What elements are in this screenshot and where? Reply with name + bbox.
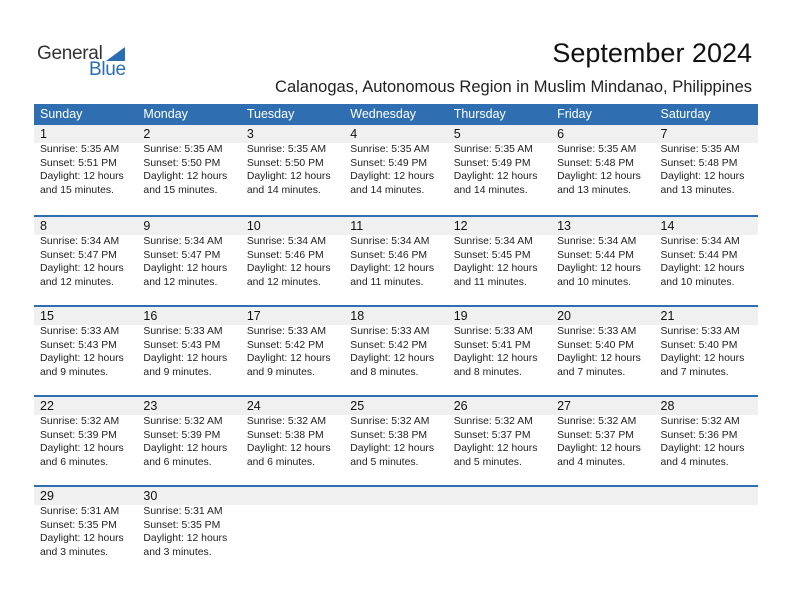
daylight-minutes-text: and 10 minutes. bbox=[557, 276, 632, 288]
sunset-text: Sunset: 5:35 PM bbox=[143, 519, 221, 531]
sunset-text: Sunset: 5:40 PM bbox=[557, 339, 634, 351]
day-cell bbox=[448, 125, 551, 197]
weekday-header bbox=[34, 104, 758, 125]
sunrise-text: Sunrise: 5:32 AM bbox=[143, 416, 223, 427]
day-cell bbox=[34, 397, 137, 469]
sunset-text: Sunset: 5:43 PM bbox=[143, 339, 221, 351]
sunrise-text: Sunrise: 5:34 AM bbox=[453, 236, 533, 247]
day-number: 30 bbox=[143, 489, 158, 503]
day-number: 3 bbox=[246, 127, 254, 141]
sunrise-text: Sunrise: 5:35 AM bbox=[143, 144, 223, 155]
daylight-text: Daylight: 12 hours bbox=[143, 443, 228, 454]
week-cells bbox=[34, 397, 758, 469]
page-title: September 2024 bbox=[552, 38, 752, 68]
daylight-minutes-text: and 12 minutes. bbox=[246, 276, 321, 288]
sunrise-text: Sunrise: 5:35 AM bbox=[40, 144, 120, 155]
daylight-minutes-text: and 7 minutes. bbox=[557, 366, 626, 378]
sunrise-text: Sunrise: 5:34 AM bbox=[143, 236, 223, 247]
sunset-text: Sunset: 5:38 PM bbox=[350, 429, 428, 441]
daylight-minutes-text: and 6 minutes. bbox=[143, 456, 212, 468]
daylight-minutes-text: and 3 minutes. bbox=[40, 546, 109, 558]
sunrise-text: Sunrise: 5:33 AM bbox=[660, 326, 740, 337]
daylight-minutes-text: and 3 minutes. bbox=[143, 546, 212, 558]
sunrise-text: Sunrise: 5:32 AM bbox=[557, 416, 637, 427]
day-cell bbox=[34, 307, 137, 379]
day-cell bbox=[137, 125, 240, 197]
daylight-minutes-text: and 10 minutes. bbox=[660, 276, 735, 288]
daylight-text: Daylight: 12 hours bbox=[143, 171, 228, 182]
daylight-text: Daylight: 12 hours bbox=[453, 263, 538, 274]
sunset-text: Sunset: 5:40 PM bbox=[660, 339, 738, 351]
day-number: 12 bbox=[453, 219, 468, 233]
daylight-minutes-text: and 8 minutes. bbox=[453, 366, 522, 378]
day-cell bbox=[655, 307, 758, 379]
general-blue-logo bbox=[37, 43, 137, 79]
day-number: 14 bbox=[660, 219, 675, 233]
day-number: 15 bbox=[40, 309, 54, 323]
day-number: 22 bbox=[40, 399, 54, 413]
weekday-saturday: Saturday bbox=[660, 107, 711, 121]
daylight-text: Daylight: 12 hours bbox=[246, 443, 331, 454]
week-cells bbox=[34, 307, 758, 379]
day-number: 8 bbox=[40, 219, 47, 233]
day-number: 25 bbox=[350, 399, 365, 413]
day-cell bbox=[34, 125, 137, 197]
day-number: 4 bbox=[350, 127, 358, 141]
daylight-minutes-text: and 6 minutes. bbox=[246, 456, 316, 468]
sunset-text: Sunset: 5:46 PM bbox=[350, 249, 428, 261]
day-number: 29 bbox=[40, 489, 54, 503]
daylight-text: Daylight: 12 hours bbox=[453, 171, 538, 182]
daylight-minutes-text: and 5 minutes. bbox=[350, 456, 419, 468]
weekday-wednesday: Wednesday bbox=[350, 107, 417, 121]
daylight-minutes-text: and 14 minutes. bbox=[453, 184, 528, 196]
day-cell bbox=[655, 397, 758, 469]
sunrise-text: Sunrise: 5:35 AM bbox=[350, 144, 430, 155]
day-cell bbox=[655, 217, 758, 289]
week-row bbox=[34, 125, 758, 215]
daylight-text: Daylight: 12 hours bbox=[143, 533, 228, 544]
sunset-text: Sunset: 5:47 PM bbox=[143, 249, 221, 261]
sunrise-text: Sunrise: 5:32 AM bbox=[660, 416, 740, 427]
daylight-minutes-text: and 9 minutes. bbox=[143, 366, 212, 378]
day-number: 23 bbox=[143, 399, 158, 413]
sunrise-text: Sunrise: 5:33 AM bbox=[453, 326, 533, 337]
sunrise-text: Sunrise: 5:34 AM bbox=[40, 236, 120, 247]
daylight-text: Daylight: 12 hours bbox=[246, 353, 331, 364]
daylight-text: Daylight: 12 hours bbox=[660, 171, 745, 182]
sunset-text: Sunset: 5:39 PM bbox=[40, 429, 117, 441]
day-cell bbox=[551, 397, 654, 469]
daylight-text: Daylight: 12 hours bbox=[143, 353, 228, 364]
logo-word-blue: Blue bbox=[89, 59, 126, 80]
sunrise-text: Sunrise: 5:35 AM bbox=[453, 144, 533, 155]
day-number: 13 bbox=[557, 219, 572, 233]
sunset-text: Sunset: 5:42 PM bbox=[350, 339, 428, 351]
empty-day-cell bbox=[448, 487, 551, 559]
sunset-text: Sunset: 5:46 PM bbox=[246, 249, 324, 261]
week-row bbox=[34, 485, 758, 575]
sunset-text: Sunset: 5:50 PM bbox=[246, 157, 324, 169]
weekday-friday: Friday bbox=[557, 107, 592, 121]
daylight-text: Daylight: 12 hours bbox=[660, 443, 745, 454]
location-subtitle: Calanogas, Autonomous Region in Muslim Mindanao, Philippines bbox=[275, 78, 752, 96]
daylight-minutes-text: and 13 minutes. bbox=[557, 184, 632, 196]
sunrise-text: Sunrise: 5:31 AM bbox=[143, 506, 223, 517]
week-row bbox=[34, 395, 758, 485]
daylight-minutes-text: and 14 minutes. bbox=[350, 184, 425, 196]
logo-word-general: General bbox=[37, 43, 103, 64]
sunrise-text: Sunrise: 5:34 AM bbox=[350, 236, 430, 247]
day-number: 5 bbox=[453, 127, 461, 141]
day-cell bbox=[137, 217, 240, 289]
day-cell bbox=[34, 217, 137, 289]
weekday-monday: Monday bbox=[143, 107, 188, 121]
sunset-text: Sunset: 5:41 PM bbox=[453, 339, 531, 351]
day-number: 16 bbox=[143, 309, 158, 323]
week-row bbox=[34, 305, 758, 395]
sunset-text: Sunset: 5:49 PM bbox=[350, 157, 428, 169]
day-cell bbox=[655, 125, 758, 197]
day-cell bbox=[551, 125, 654, 197]
day-cell bbox=[551, 307, 654, 379]
sunset-text: Sunset: 5:36 PM bbox=[660, 429, 738, 441]
daylight-text: Daylight: 12 hours bbox=[246, 263, 331, 274]
sunset-text: Sunset: 5:51 PM bbox=[40, 157, 117, 169]
day-number: 6 bbox=[557, 127, 565, 141]
daylight-minutes-text: and 11 minutes. bbox=[350, 276, 424, 288]
empty-day-cell bbox=[551, 487, 654, 559]
daylight-text: Daylight: 12 hours bbox=[40, 533, 124, 544]
sunrise-text: Sunrise: 5:35 AM bbox=[246, 144, 326, 155]
day-number: 10 bbox=[246, 219, 261, 233]
day-cell bbox=[448, 217, 551, 289]
daylight-minutes-text: and 5 minutes. bbox=[453, 456, 522, 468]
daylight-minutes-text: and 4 minutes. bbox=[660, 456, 729, 468]
daylight-text: Daylight: 12 hours bbox=[40, 443, 124, 454]
daylight-minutes-text: and 9 minutes. bbox=[246, 366, 316, 378]
day-number: 21 bbox=[660, 309, 675, 323]
daylight-minutes-text: and 6 minutes. bbox=[40, 456, 109, 468]
day-number: 20 bbox=[557, 309, 572, 323]
daylight-minutes-text: and 13 minutes. bbox=[660, 184, 735, 196]
sunrise-text: Sunrise: 5:33 AM bbox=[350, 326, 430, 337]
empty-day-cell bbox=[344, 487, 447, 559]
sunrise-text: Sunrise: 5:33 AM bbox=[143, 326, 223, 337]
sunset-text: Sunset: 5:44 PM bbox=[660, 249, 738, 261]
daylight-text: Daylight: 12 hours bbox=[350, 353, 435, 364]
weekday-sunday: Sunday bbox=[40, 107, 83, 121]
day-number: 27 bbox=[557, 399, 572, 413]
daylight-text: Daylight: 12 hours bbox=[246, 171, 331, 182]
sunset-text: Sunset: 5:43 PM bbox=[40, 339, 117, 351]
day-number: 2 bbox=[143, 127, 151, 141]
day-cell bbox=[34, 487, 137, 559]
daylight-minutes-text: and 15 minutes. bbox=[143, 184, 218, 196]
day-number: 1 bbox=[40, 127, 47, 141]
day-number: 9 bbox=[143, 219, 151, 233]
sunset-text: Sunset: 5:49 PM bbox=[453, 157, 531, 169]
sunrise-text: Sunrise: 5:32 AM bbox=[453, 416, 533, 427]
week-row bbox=[34, 215, 758, 305]
sunrise-text: Sunrise: 5:32 AM bbox=[350, 416, 430, 427]
daylight-minutes-text: and 15 minutes. bbox=[40, 184, 114, 196]
day-cell bbox=[241, 217, 344, 289]
day-cell bbox=[137, 397, 240, 469]
sunrise-text: Sunrise: 5:34 AM bbox=[660, 236, 740, 247]
sunset-text: Sunset: 5:37 PM bbox=[453, 429, 531, 441]
day-number: 24 bbox=[246, 399, 261, 413]
day-number: 19 bbox=[453, 309, 468, 323]
sunset-text: Sunset: 5:50 PM bbox=[143, 157, 221, 169]
weekday-tuesday: Tuesday bbox=[246, 107, 295, 121]
calendar-grid bbox=[34, 104, 758, 575]
daylight-minutes-text: and 8 minutes. bbox=[350, 366, 419, 378]
sunset-text: Sunset: 5:37 PM bbox=[557, 429, 634, 441]
weeks-container bbox=[34, 125, 758, 575]
sunset-text: Sunset: 5:48 PM bbox=[660, 157, 738, 169]
daylight-text: Daylight: 12 hours bbox=[660, 353, 745, 364]
day-number: 7 bbox=[660, 127, 668, 141]
sunrise-text: Sunrise: 5:35 AM bbox=[660, 144, 740, 155]
daylight-minutes-text: and 4 minutes. bbox=[557, 456, 626, 468]
daylight-minutes-text: and 14 minutes. bbox=[246, 184, 321, 196]
sunset-text: Sunset: 5:35 PM bbox=[40, 519, 117, 531]
sunrise-text: Sunrise: 5:34 AM bbox=[557, 236, 637, 247]
sunset-text: Sunset: 5:48 PM bbox=[557, 157, 634, 169]
day-cell bbox=[448, 397, 551, 469]
daylight-text: Daylight: 12 hours bbox=[350, 263, 435, 274]
day-number: 28 bbox=[660, 399, 675, 413]
day-cell bbox=[551, 217, 654, 289]
day-cell bbox=[241, 125, 344, 197]
day-cell bbox=[241, 307, 344, 379]
daylight-text: Daylight: 12 hours bbox=[557, 171, 641, 182]
daylight-minutes-text: and 11 minutes. bbox=[453, 276, 527, 288]
sunrise-text: Sunrise: 5:34 AM bbox=[246, 236, 326, 247]
daylight-text: Daylight: 12 hours bbox=[40, 263, 124, 274]
sunrise-text: Sunrise: 5:35 AM bbox=[557, 144, 637, 155]
week-cells bbox=[34, 125, 758, 197]
day-cell bbox=[241, 397, 344, 469]
daylight-minutes-text: and 12 minutes. bbox=[143, 276, 218, 288]
sunset-text: Sunset: 5:39 PM bbox=[143, 429, 221, 441]
daylight-minutes-text: and 7 minutes. bbox=[660, 366, 729, 378]
empty-day-cell bbox=[655, 487, 758, 559]
day-number: 11 bbox=[350, 219, 364, 233]
sunrise-text: Sunrise: 5:32 AM bbox=[40, 416, 120, 427]
daylight-text: Daylight: 12 hours bbox=[557, 443, 641, 454]
sunrise-text: Sunrise: 5:33 AM bbox=[557, 326, 637, 337]
daylight-text: Daylight: 12 hours bbox=[557, 353, 641, 364]
daylight-text: Daylight: 12 hours bbox=[350, 443, 435, 454]
daylight-text: Daylight: 12 hours bbox=[557, 263, 641, 274]
day-cell bbox=[344, 307, 447, 379]
sunrise-text: Sunrise: 5:33 AM bbox=[40, 326, 120, 337]
sunset-text: Sunset: 5:47 PM bbox=[40, 249, 117, 261]
sunset-text: Sunset: 5:44 PM bbox=[557, 249, 634, 261]
sunrise-text: Sunrise: 5:33 AM bbox=[246, 326, 326, 337]
daylight-text: Daylight: 12 hours bbox=[350, 171, 435, 182]
day-cell bbox=[448, 307, 551, 379]
weekday-thursday: Thursday bbox=[453, 107, 506, 121]
daylight-minutes-text: and 9 minutes. bbox=[40, 366, 109, 378]
daylight-text: Daylight: 12 hours bbox=[660, 263, 745, 274]
daylight-text: Daylight: 12 hours bbox=[40, 353, 124, 364]
day-cell bbox=[344, 397, 447, 469]
day-cell bbox=[137, 307, 240, 379]
empty-day-cell bbox=[241, 487, 344, 559]
daylight-text: Daylight: 12 hours bbox=[143, 263, 228, 274]
day-cell bbox=[344, 125, 447, 197]
sunrise-text: Sunrise: 5:31 AM bbox=[40, 506, 120, 517]
daylight-text: Daylight: 12 hours bbox=[453, 353, 538, 364]
week-cells bbox=[34, 217, 758, 289]
sunset-text: Sunset: 5:42 PM bbox=[246, 339, 324, 351]
sunrise-text: Sunrise: 5:32 AM bbox=[246, 416, 326, 427]
day-number: 17 bbox=[246, 309, 261, 323]
daylight-minutes-text: and 12 minutes. bbox=[40, 276, 114, 288]
day-cell bbox=[137, 487, 240, 559]
day-number: 18 bbox=[350, 309, 365, 323]
sunset-text: Sunset: 5:45 PM bbox=[453, 249, 531, 261]
week-cells bbox=[34, 487, 758, 559]
sunset-text: Sunset: 5:38 PM bbox=[246, 429, 324, 441]
day-number: 26 bbox=[453, 399, 468, 413]
daylight-text: Daylight: 12 hours bbox=[40, 171, 124, 182]
daylight-text: Daylight: 12 hours bbox=[453, 443, 538, 454]
day-cell bbox=[344, 217, 447, 289]
